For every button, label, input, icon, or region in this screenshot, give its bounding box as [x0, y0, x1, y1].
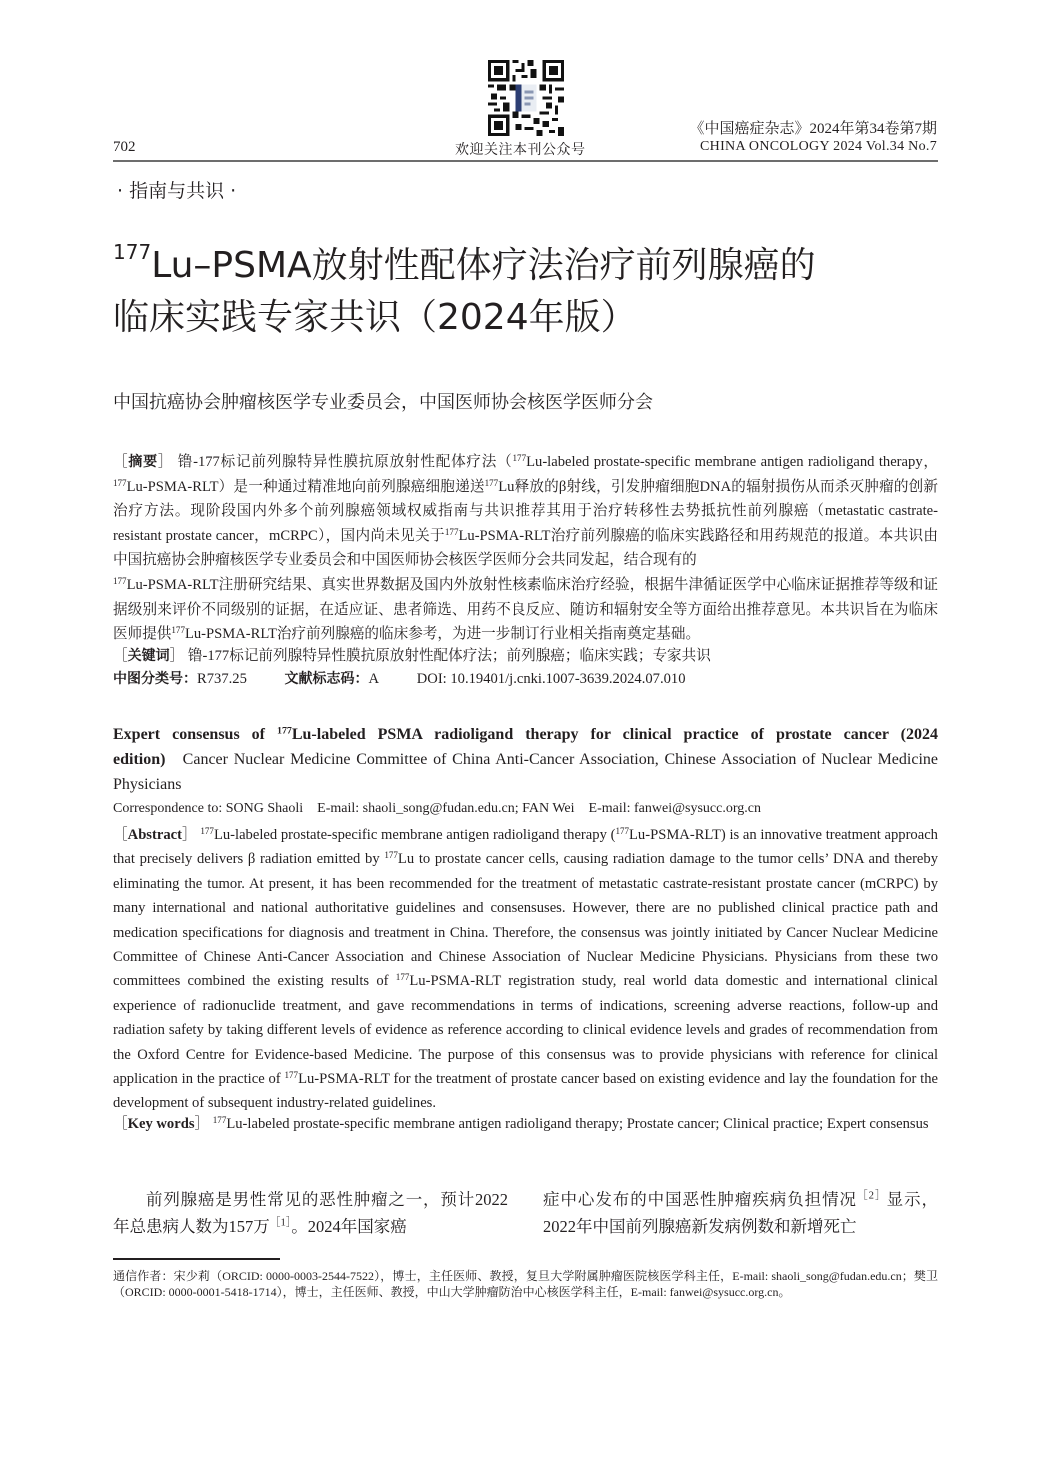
en-keywords-label: Key words — [127, 1116, 195, 1132]
isotope-sup: 177 — [512, 453, 527, 464]
cn-abstract-label: 摘要 — [128, 454, 158, 470]
en-abstract-text: Lu-labeled prostate-specific membrane antigen radioligand therapy ( — [213, 827, 616, 843]
en-title-block — [113, 722, 938, 797]
header-divider — [113, 160, 938, 162]
correspondence — [113, 801, 761, 817]
en-abstract: ［Abstract］ $^{177}$Lu-labeled prostate-specific membrane antigen radioligand therapy ($^{177}$Lu-PSMA-RLT) is an innovative treatment approach that precisely delivers β radiation emitted by $^{177}$Lu to prostate cancer cells, causing radiation damage to the tumor cells’ DNA and thereby eliminating the tumor. At present, it has been recommended for the treatment of metastatic castrate-resistant prostate cancer (mCRPC) by many international and national authoritative guidelines and consensuses. However, there are no published clinical practice path and medication specifications for diagnosis and treatment in China. Therefore, the consensus was jointly initiated by Cancer Nuclear Medicine Committee of Chinese Anti-Cancer Association and Chinese Association of Nuclear Medicine Physicians. Physicians from these two committees combined the existing results of $^{177}$Lu-PSMA-RLT registration study, real world data domestic and international clinical experience of radionuclide treatment, and gave recommendations in terms of indications, screening adverse reactions, follow-up and radiation safety by taking different levels of evidence as reference according to clinical evidence levels and grades of recommendation from the Oxford Centre for Evidence-based Medicine. The purpose of this consensus was to provide physicians with reference for clinical application in the practice of $^{177}$Lu-PSMA-RLT for the treatment of prostate cancer based on existing evidence and lay the foundation for the development of subsequent industry-related guidelines. — [113, 826, 939, 1112]
cn-abstract-text: 镥-177标记前列腺特异性膜抗原放射性配体疗法（ — [177, 454, 513, 470]
en-abstract-text: Lu-PSMA-RLT for the treatment of prostate cancer based on existing evidence and lay the foundation for the development of subsequent industry-related guidelines. — [113, 1071, 939, 1112]
correspondence-name: Correspondence to: SONG Shaoli — [113, 801, 304, 816]
isotope-sup: 177 — [615, 826, 630, 837]
cn-keywords: ［关键词］ 镥-177标记前列腺特异性膜抗原放射性配体疗法；前列腺癌；临床实践；专家共识 — [113, 648, 711, 664]
citation-1[interactable]: ［1］ — [269, 1216, 292, 1229]
body-column-left — [113, 1186, 508, 1240]
doc-code-value: A — [368, 671, 380, 687]
footnote-divider — [113, 1258, 280, 1260]
en-keywords-text: Lu-labeled prostate-specific membrane antigen radioligand therapy; Prostate cancer; Clinical practice; Expert consensus — [226, 1116, 929, 1132]
isotope-sup: 177 — [384, 850, 398, 861]
en-keywords: ［Key words］ $^{177}$Lu-labeled prostate-specific membrane antigen radioligand therapy; Prostate cancer; Clinical practice; Expert consensus — [113, 1115, 929, 1132]
title-line-2: 临床实践专家共识（2024年版） — [113, 297, 637, 338]
cn-abstract-text: Lu-PSMA-RLT治疗前列腺癌的临床实践路径和用药规范的报道。本共识由中国抗癌协会肿瘤核医学专业委员会和中国医师协会核医学医师分会共同发起，结合现有的 — [113, 527, 938, 569]
correspondence-email-1[interactable]: E-mail: shaoli_song@fudan.edu.cn; FAN Wei — [317, 801, 575, 816]
citation-2[interactable]: ［2］ — [856, 1189, 887, 1202]
isotope-sup: 177 — [484, 477, 499, 488]
journal-name-en: CHINA ONCOLOGY 2024 Vol.34 No.7 — [700, 139, 937, 154]
cn-abstract-text: Lu-labeled prostate-specific membrane antigen radioligand therapy， — [526, 454, 938, 470]
en-abstract-text: Lu-PSMA-RLT registration study, real world data domestic and international clinical experience of radionuclide treatment, and gave recommendations in terms of indications, screening adverse reactions, follow-up and radiation safety by taking different levels of evidence as reference according to clinical evidence levels and grades of recommendation from the Oxford Centre for Evidence-based Medicine. The purpose of this consensus was to provide physicians with reference for clinical application in the practice of — [113, 973, 938, 1088]
isotope-sup: 177 — [171, 625, 185, 636]
column-label: · 指南与共识 · — [117, 180, 237, 202]
isotope-sup: 177 — [395, 972, 410, 983]
isotope-sup: 177 — [444, 526, 459, 537]
clc-value: R737.25 — [197, 671, 247, 687]
isotope-sup: 177 — [113, 576, 127, 586]
page-number: 702 — [113, 139, 136, 155]
body-column-right — [543, 1186, 938, 1240]
body-text: 前列腺癌是男性常见的恶性肿瘤之一，预计2022年总患病人数为157万 — [113, 1190, 508, 1236]
cn-abstract-text: Lu-PSMA-RLT注册研究结果、真实世界数据及国内外放射性核素临床治疗经验，根据牛津循证医学中心临床证据推荐等级和证据级别来评价不同级别的证据，在适应证、患者筛选、用药不良反应、随访和辐射安全等方面给出推荐意见。本共识旨在为临床医师提供 — [113, 576, 938, 643]
isotope-sup: 177 — [113, 477, 127, 488]
corresponding-author-footnote: 通信作者：宋少莉（ORCID: 0000-0003-2544-7522），博士，主任医师、教授，复旦大学附属肿瘤医院核医学科主任，E-mail: shaoli_song@fudan.edu.cn；樊卫（ORCID: 0000-0001-5418-1714），博士，主任医师、教授，中山大学肿瘤防治中心核医学科主任，E-mail: fanwei@sysucc.org.cn。 — [113, 1269, 938, 1299]
correspondence-email-2[interactable]: E-mail: fanwei@sysucc.org.cn — [588, 801, 761, 816]
en-title: Expert consensus of $^{177}$Lu-labeled PSMA radioligand therapy for clinical practice of prostate cancer (2024 edition) — [113, 725, 938, 768]
cn-keywords-label: 关键词 — [127, 648, 170, 664]
doi-link[interactable]: DOI: 10.19401/j.cnki.1007-3639.2024.07.010 — [416, 671, 686, 687]
cn-abstract-text: Lu-PSMA-RLT治疗前列腺癌的临床参考，为进一步制订行业相关指南奠定基础。 — [184, 626, 701, 643]
isotope-sup: 177 — [200, 826, 214, 837]
en-abstract-text: Lu to prostate cancer cells, causing radiation damage to the tumor cells’ DNA and thereby eliminating the tumor. At present, it has been recommended for the treatment of metastatic castrate-resistant prostate cancer (mCRPC) by many international and national authoritative guidelines and consensuses. However, there are no published clinical practice path and medication specifications for diagnosis and treatment in China. Therefore, the consensus was jointly initiated by Cancer Nuclear Medicine Committee of Chinese Anti-Cancer Association and Chinese Association of Nuclear Medicine Physicians. Physicians from these two committees combined the existing results of — [113, 851, 939, 990]
isotope-sup: 177 — [284, 1070, 299, 1081]
article-title — [113, 240, 953, 344]
cn-keywords-text: 镥-177标记前列腺特异性膜抗原放射性配体疗法；前列腺癌；临床实践；专家共识 — [187, 648, 711, 664]
cn-abstract-text: Lu-PSMA-RLT）是一种通过精准地向前列腺癌细胞递送 — [126, 478, 485, 495]
doc-code-label: 文献标志码： — [284, 671, 369, 687]
clc-label: 中图分类号： — [113, 671, 197, 687]
en-abstract-text: Lu-PSMA-RLT) is an innovative treatment approach that precisely delivers β radiation emitted by — [113, 827, 938, 868]
body-text: 显示，2022年中国前列腺癌新发病例数和新增死亡 — [543, 1190, 939, 1236]
title-isotope: 177 — [113, 240, 152, 264]
qr-code-icon[interactable] — [488, 60, 564, 136]
journal-name-cn: 《中国癌症杂志》2024年第34卷第7期 — [689, 121, 937, 137]
title-line-1: Lu–PSMA放射性配体疗法治疗前列腺癌的 — [151, 245, 816, 286]
en-abstract-label: Abstract — [127, 827, 182, 843]
cn-abstract-text: Lu释放的β射线，引发肿瘤细胞DNA的辐射损伤从而杀灭肿瘤的创新治疗方法。现阶段国内外多个前列腺癌领域权威指南与共识推荐其用于治疗转移性去势抵抗性前列腺癌（metastatic castrate-resistant prostate cancer，mCRPC），国内尚未见关于 — [113, 478, 938, 544]
body-text: 症中心发布的中国恶性肿瘤疾病负担情况 — [543, 1190, 857, 1209]
cn-abstract: ［摘要］ 镥-177标记前列腺特异性膜抗原放射性配体疗法（$^{177}$Lu-labeled prostate-specific membrane antigen radioligand therapy，$^{177}$Lu-PSMA-RLT）是一种通过精准地向前列腺癌细胞递送$^{177}$Lu释放的β射线，引发肿瘤细胞DNA的辐射损伤从而杀灭肿瘤的创新治疗方法。现阶段国内外多个前列腺癌领域权威指南与共识推荐其用于治疗转移性去势抵抗性前列腺癌（metastatic castrate-resistant prostate cancer，mCRPC），国内尚未见关于$^{177}$Lu-PSMA-RLT治疗前列腺癌的临床实践路径和用药规范的报道。本共识由中国抗癌协会肿瘤核医学专业委员会和中国医师协会核医学医师分会共同发起，结合现有的 $^{177}$Lu-PSMA-RLT注册研究结果、真实世界数据及国内外放射性核素临床治疗经验，根据牛津循证医学中心临床证据推荐等级和证据级别来评价不同级别的证据，在适应证、患者筛选、用药不良反应、随访和辐射安全等方面给出推荐意见。本共识旨在为临床医师提供$^{177}$Lu-PSMA-RLT治疗前列腺癌的临床参考，为进一步制订行业相关指南奠定基础。 — [113, 453, 938, 643]
isotope-sup: 177 — [212, 1115, 227, 1126]
body-text: 。2024年国家癌 — [291, 1217, 407, 1236]
authors: 中国抗癌协会肿瘤核医学专业委员会，中国医师协会核医学医师分会 — [113, 392, 653, 413]
en-authors: Cancer Nuclear Medicine Committee of China Anti-Cancer Association, Chinese Association of Nuclear Medicine Physicians — [113, 751, 938, 793]
qr-caption: 欢迎关注本刊公众号 — [455, 142, 586, 158]
cn-meta — [113, 668, 686, 688]
